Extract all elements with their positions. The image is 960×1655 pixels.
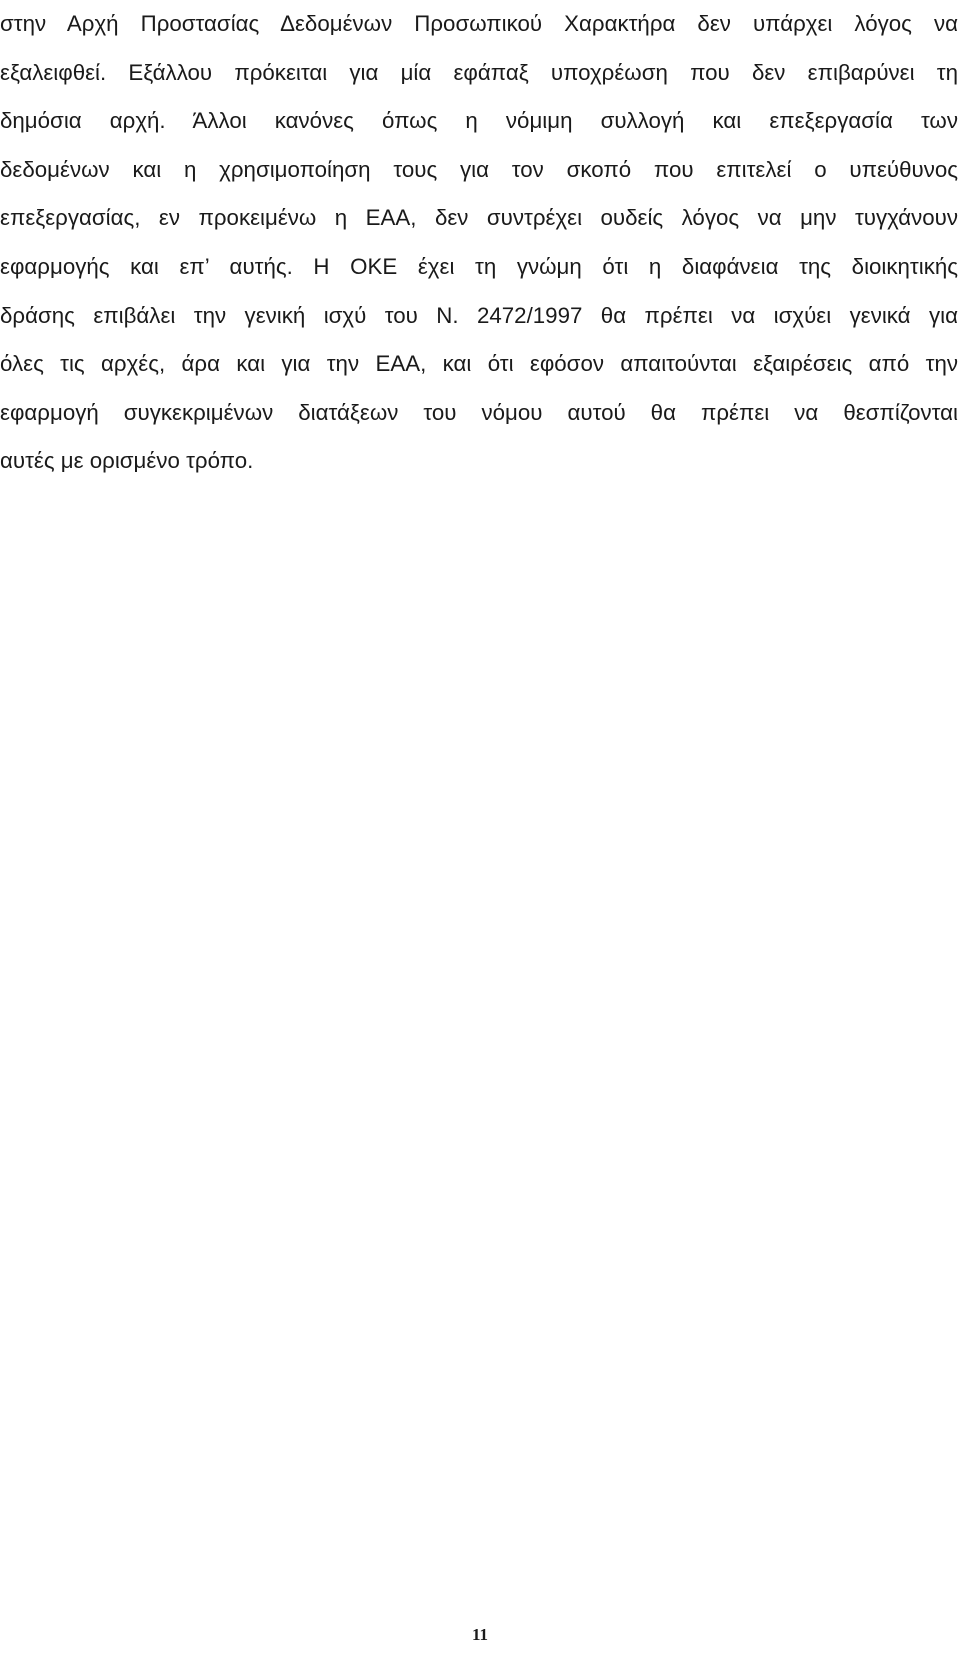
body-paragraph: [0, 0, 958, 486]
paragraph-line: επεξεργασίας, εν προκειμένω η ΕΑΑ, δεν συντρέχει ουδείς λόγος να μην τυγχάνουν: [0, 205, 958, 231]
paragraph-line: εφαρμογή συγκεκριμένων διατάξεων του νόμου αυτού θα πρέπει να θεσπίζονται: [0, 399, 958, 425]
paragraph-line: δεδομένων και η χρησιμοποίηση τους για τον σκοπό που επιτελεί ο υπεύθυνος: [0, 156, 958, 182]
paragraph-line: δημόσια αρχή. Άλλοι κανόνες όπως η νόμιμη συλλογή και επεξεργασία των: [0, 108, 958, 134]
paragraph-line: εφαρμογής και επ’ αυτής. Η ΟΚΕ έχει τη γνώμη ότι η διαφάνεια της διοικητικής: [0, 253, 958, 279]
paragraph-line: δράσης επιβάλει την γενική ισχύ του Ν. 2472/1997 θα πρέπει να ισχύει γενικά για: [0, 302, 958, 328]
paragraph-line: όλες τις αρχές, άρα και για την ΕΑΑ, και ότι εφόσον απαιτούνται εξαιρέσεις από την: [0, 351, 958, 377]
paragraph-line: στην Αρχή Προστασίας Δεδομένων Προσωπικού Χαρακτήρα δεν υπάρχει λόγος να: [0, 11, 958, 36]
paragraph-line: αυτές με ορισμένο τρόπο.: [0, 448, 254, 474]
page-number: 11: [471, 1625, 489, 1644]
paragraph-line: εξαλειφθεί. Εξάλλου πρόκειται για μία εφάπαξ υποχρέωση που δεν επιβαρύνει τη: [0, 59, 958, 85]
